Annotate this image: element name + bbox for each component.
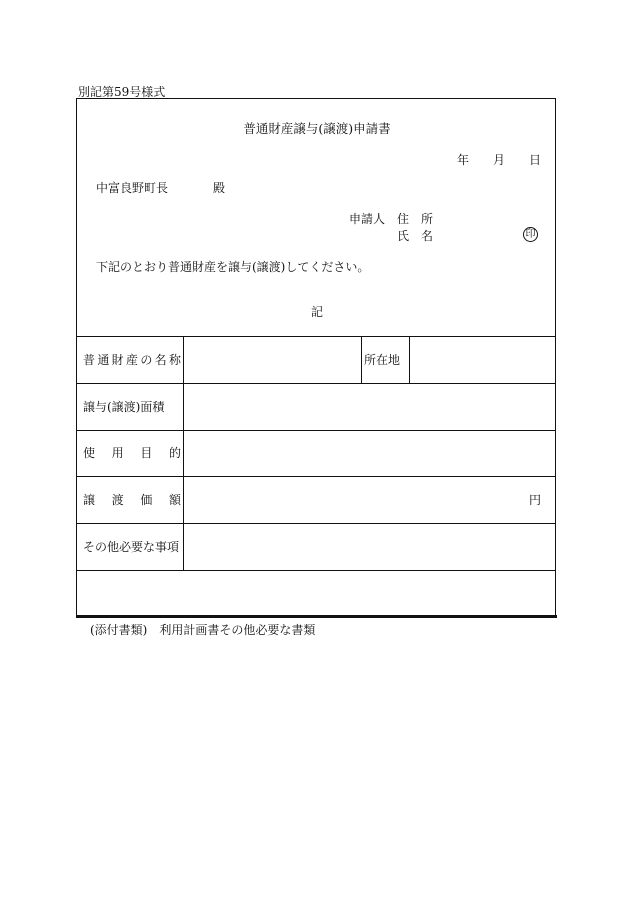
char: 譲 [83, 493, 96, 507]
area-value[interactable] [187, 387, 551, 427]
char: 称 [168, 353, 181, 367]
area-label: 譲与(譲渡)面積 [83, 400, 165, 414]
request-statement: 下記のとおり普通財産を譲与(譲渡)してください。 [96, 260, 370, 274]
date-day-label: 日 [529, 153, 542, 167]
char: 財 [111, 353, 124, 367]
date-year-label: 年 [457, 153, 470, 167]
char: 名 [154, 353, 167, 367]
char: 渡 [111, 493, 124, 507]
purpose-value[interactable] [187, 434, 551, 474]
row-divider [77, 430, 555, 431]
ki-heading: 記 [310, 305, 323, 319]
seal-mark: 印 [523, 227, 538, 242]
applicant-name-label: 氏 名 [397, 229, 434, 243]
location-value[interactable] [413, 340, 551, 380]
char: 普 [83, 353, 96, 367]
form-bottom-rule [76, 615, 557, 618]
price-label [83, 494, 181, 506]
char: 産 [125, 353, 138, 367]
property-name-value[interactable] [187, 340, 357, 380]
char: 的 [168, 446, 181, 460]
purpose-label [83, 447, 181, 459]
location-label: 所在地 [364, 353, 401, 367]
application-form [76, 98, 556, 617]
form-title: 普通財産譲与(譲渡)申請書 [243, 121, 391, 136]
price-unit: 円 [529, 493, 542, 507]
location-label-divider [361, 336, 362, 383]
label-column-divider [183, 336, 184, 570]
property-name-label [83, 354, 181, 366]
applicant-address-label: 住 所 [397, 212, 434, 226]
form-number-label: 別記第59号様式 [78, 85, 166, 99]
attachment-note: (添付書類) 利用計画書その他必要な書類 [90, 623, 316, 637]
row-divider [77, 523, 555, 524]
char: 目 [140, 446, 153, 460]
table-top-border [77, 336, 555, 337]
row-divider [77, 383, 555, 384]
char: の [140, 353, 153, 367]
applicant-label: 申請人 [349, 212, 386, 226]
date-month-label: 月 [493, 153, 506, 167]
addressee-name: 中富良野町長 [96, 181, 169, 195]
other-matters-label: その他必要な事項 [83, 540, 180, 554]
location-value-divider [409, 336, 410, 383]
row-divider [77, 570, 555, 571]
addressee-honorific: 殿 [213, 181, 226, 195]
char: 用 [111, 446, 124, 460]
char: 通 [97, 353, 110, 367]
char: 価 [140, 493, 153, 507]
row-divider [77, 476, 555, 477]
other-matters-value[interactable] [187, 527, 551, 567]
char: 額 [168, 493, 181, 507]
price-value[interactable] [187, 480, 517, 520]
char: 使 [83, 446, 96, 460]
